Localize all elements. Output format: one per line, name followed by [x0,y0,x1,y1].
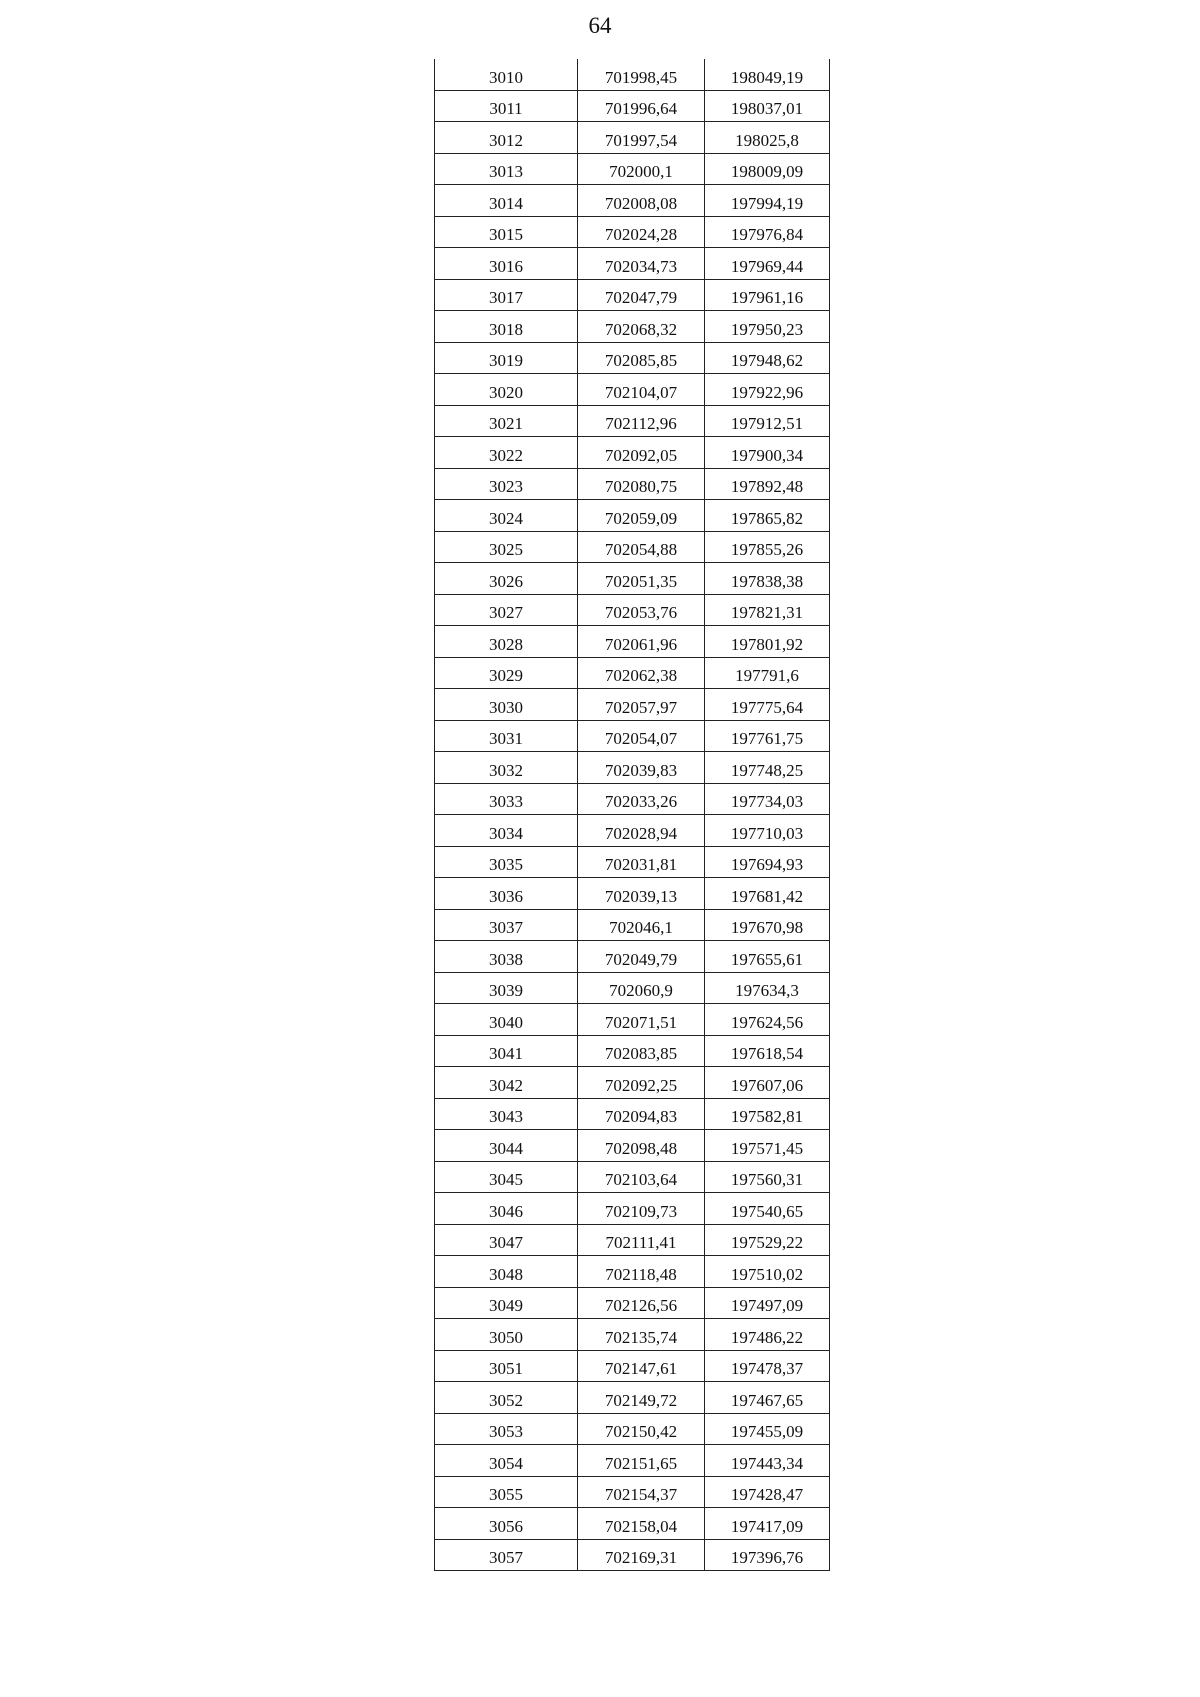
point-number-cell: 3012 [435,122,578,154]
point-number-cell: 3011 [435,90,578,122]
point-number-cell: 3028 [435,626,578,658]
point-number-cell: 3050 [435,1319,578,1351]
table-row [435,1224,830,1256]
y-coordinate-cell: 197510,02 [705,1256,830,1288]
y-coordinate-cell: 197618,54 [705,1035,830,1067]
table-row [435,752,830,784]
table-row [435,90,830,122]
point-number-cell: 3047 [435,1224,578,1256]
point-number-cell: 3033 [435,783,578,815]
x-coordinate-cell: 702057,97 [578,689,705,721]
y-coordinate-cell: 197681,42 [705,878,830,910]
point-number-cell: 3024 [435,500,578,532]
y-coordinate-cell: 197560,31 [705,1161,830,1193]
y-coordinate-cell: 197417,09 [705,1508,830,1540]
x-coordinate-cell: 702033,26 [578,783,705,815]
x-coordinate-cell: 702135,74 [578,1319,705,1351]
x-coordinate-cell: 702028,94 [578,815,705,847]
table-row [435,1508,830,1540]
y-coordinate-cell: 197467,65 [705,1382,830,1414]
point-number-cell: 3038 [435,941,578,973]
point-number-cell: 3046 [435,1193,578,1225]
x-coordinate-cell: 702062,38 [578,657,705,689]
y-coordinate-cell: 198025,8 [705,122,830,154]
x-coordinate-cell: 702147,61 [578,1350,705,1382]
table-row [435,626,830,658]
table-row [435,531,830,563]
y-coordinate-cell: 197855,26 [705,531,830,563]
x-coordinate-cell: 702083,85 [578,1035,705,1067]
x-coordinate-cell: 702080,75 [578,468,705,500]
table-row [435,689,830,721]
point-number-cell: 3030 [435,689,578,721]
point-number-cell: 3016 [435,248,578,280]
y-coordinate-cell: 197865,82 [705,500,830,532]
y-coordinate-cell: 197801,92 [705,626,830,658]
y-coordinate-cell: 197892,48 [705,468,830,500]
point-number-cell: 3013 [435,153,578,185]
table-row [435,1413,830,1445]
y-coordinate-cell: 197791,6 [705,657,830,689]
point-number-cell: 3052 [435,1382,578,1414]
y-coordinate-cell: 197748,25 [705,752,830,784]
table-row [435,563,830,595]
table-row [435,878,830,910]
coordinates-table [434,59,830,1571]
point-number-cell: 3025 [435,531,578,563]
table-row [435,248,830,280]
y-coordinate-cell: 197428,47 [705,1476,830,1508]
y-coordinate-cell: 197455,09 [705,1413,830,1445]
point-number-cell: 3020 [435,374,578,406]
y-coordinate-cell: 197950,23 [705,311,830,343]
table-row [435,720,830,752]
table-row [435,374,830,406]
y-coordinate-cell: 197838,38 [705,563,830,595]
point-number-cell: 3044 [435,1130,578,1162]
table-row [435,815,830,847]
point-number-cell: 3014 [435,185,578,217]
point-number-cell: 3045 [435,1161,578,1193]
table-row [435,1035,830,1067]
y-coordinate-cell: 197976,84 [705,216,830,248]
x-coordinate-cell: 702053,76 [578,594,705,626]
point-number-cell: 3017 [435,279,578,311]
point-number-cell: 3051 [435,1350,578,1382]
table-row [435,1382,830,1414]
y-coordinate-cell: 197624,56 [705,1004,830,1036]
x-coordinate-cell: 702092,25 [578,1067,705,1099]
point-number-cell: 3023 [435,468,578,500]
page-number: 64 [588,13,612,38]
point-number-cell: 3021 [435,405,578,437]
point-number-cell: 3053 [435,1413,578,1445]
x-coordinate-cell: 702154,37 [578,1476,705,1508]
x-coordinate-cell: 702151,65 [578,1445,705,1477]
y-coordinate-cell: 197775,64 [705,689,830,721]
y-coordinate-cell: 197948,62 [705,342,830,374]
y-coordinate-cell: 197529,22 [705,1224,830,1256]
y-coordinate-cell: 197571,45 [705,1130,830,1162]
table-row [435,405,830,437]
y-coordinate-cell: 197582,81 [705,1098,830,1130]
point-number-cell: 3022 [435,437,578,469]
x-coordinate-cell: 702039,83 [578,752,705,784]
point-number-cell: 3036 [435,878,578,910]
x-coordinate-cell: 702059,09 [578,500,705,532]
x-coordinate-cell: 702103,64 [578,1161,705,1193]
y-coordinate-cell: 197396,76 [705,1539,830,1571]
table-row [435,1161,830,1193]
point-number-cell: 3031 [435,720,578,752]
x-coordinate-cell: 702039,13 [578,878,705,910]
point-number-cell: 3040 [435,1004,578,1036]
y-coordinate-cell: 197443,34 [705,1445,830,1477]
x-coordinate-cell: 702060,9 [578,972,705,1004]
table-row [435,279,830,311]
point-number-cell: 3057 [435,1539,578,1571]
table-row [435,941,830,973]
x-coordinate-cell: 702118,48 [578,1256,705,1288]
point-number-cell: 3037 [435,909,578,941]
point-number-cell: 3043 [435,1098,578,1130]
x-coordinate-cell: 702169,31 [578,1539,705,1571]
x-coordinate-cell: 702000,1 [578,153,705,185]
y-coordinate-cell: 197486,22 [705,1319,830,1351]
x-coordinate-cell: 702111,41 [578,1224,705,1256]
table-row [435,185,830,217]
x-coordinate-cell: 701996,64 [578,90,705,122]
table-row [435,1287,830,1319]
table-row [435,594,830,626]
x-coordinate-cell: 702158,04 [578,1508,705,1540]
point-number-cell: 3042 [435,1067,578,1099]
x-coordinate-cell: 702094,83 [578,1098,705,1130]
point-number-cell: 3041 [435,1035,578,1067]
table-row [435,1130,830,1162]
y-coordinate-cell: 197655,61 [705,941,830,973]
table-row [435,1004,830,1036]
point-number-cell: 3056 [435,1508,578,1540]
table-row [435,783,830,815]
x-coordinate-cell: 702034,73 [578,248,705,280]
table-row [435,1539,830,1571]
y-coordinate-cell: 198037,01 [705,90,830,122]
y-coordinate-cell: 198009,09 [705,153,830,185]
x-coordinate-cell: 702085,85 [578,342,705,374]
table-row [435,846,830,878]
x-coordinate-cell: 702149,72 [578,1382,705,1414]
table-row [435,972,830,1004]
point-number-cell: 3035 [435,846,578,878]
table-row [435,468,830,500]
table-row [435,909,830,941]
point-number-cell: 3026 [435,563,578,595]
y-coordinate-cell: 197710,03 [705,815,830,847]
point-number-cell: 3055 [435,1476,578,1508]
table-row [435,311,830,343]
y-coordinate-cell: 197694,93 [705,846,830,878]
table-row [435,1476,830,1508]
table-row [435,1319,830,1351]
point-number-cell: 3032 [435,752,578,784]
x-coordinate-cell: 702126,56 [578,1287,705,1319]
table-row [435,437,830,469]
x-coordinate-cell: 702104,07 [578,374,705,406]
x-coordinate-cell: 702046,1 [578,909,705,941]
table-row [435,153,830,185]
point-number-cell: 3029 [435,657,578,689]
x-coordinate-cell: 702008,08 [578,185,705,217]
table-row [435,1350,830,1382]
x-coordinate-cell: 702092,05 [578,437,705,469]
y-coordinate-cell: 198049,19 [705,59,830,90]
point-number-cell: 3018 [435,311,578,343]
point-number-cell: 3015 [435,216,578,248]
x-coordinate-cell: 702068,32 [578,311,705,343]
y-coordinate-cell: 197761,75 [705,720,830,752]
point-number-cell: 3010 [435,59,578,90]
table-row [435,122,830,154]
y-coordinate-cell: 197969,44 [705,248,830,280]
x-coordinate-cell: 702054,88 [578,531,705,563]
x-coordinate-cell: 702051,35 [578,563,705,595]
y-coordinate-cell: 197900,34 [705,437,830,469]
y-coordinate-cell: 197922,96 [705,374,830,406]
x-coordinate-cell: 702024,28 [578,216,705,248]
table-row [435,657,830,689]
y-coordinate-cell: 197607,06 [705,1067,830,1099]
table-row [435,1256,830,1288]
point-number-cell: 3049 [435,1287,578,1319]
x-coordinate-cell: 702071,51 [578,1004,705,1036]
y-coordinate-cell: 197540,65 [705,1193,830,1225]
y-coordinate-cell: 197821,31 [705,594,830,626]
table-row [435,1445,830,1477]
y-coordinate-cell: 197670,98 [705,909,830,941]
y-coordinate-cell: 197912,51 [705,405,830,437]
table-row [435,1098,830,1130]
x-coordinate-cell: 701997,54 [578,122,705,154]
table-row [435,1193,830,1225]
y-coordinate-cell: 197497,09 [705,1287,830,1319]
point-number-cell: 3027 [435,594,578,626]
x-coordinate-cell: 702112,96 [578,405,705,437]
x-coordinate-cell: 702109,73 [578,1193,705,1225]
x-coordinate-cell: 702031,81 [578,846,705,878]
table-row [435,342,830,374]
coordinates-table-body [435,59,830,1571]
table-row [435,59,830,90]
point-number-cell: 3048 [435,1256,578,1288]
point-number-cell: 3019 [435,342,578,374]
x-coordinate-cell: 702047,79 [578,279,705,311]
table-row [435,1067,830,1099]
y-coordinate-cell: 197634,3 [705,972,830,1004]
point-number-cell: 3054 [435,1445,578,1477]
table-row [435,216,830,248]
x-coordinate-cell: 701998,45 [578,59,705,90]
point-number-cell: 3039 [435,972,578,1004]
x-coordinate-cell: 702049,79 [578,941,705,973]
x-coordinate-cell: 702150,42 [578,1413,705,1445]
x-coordinate-cell: 702061,96 [578,626,705,658]
y-coordinate-cell: 197478,37 [705,1350,830,1382]
x-coordinate-cell: 702098,48 [578,1130,705,1162]
table-row [435,500,830,532]
y-coordinate-cell: 197961,16 [705,279,830,311]
x-coordinate-cell: 702054,07 [578,720,705,752]
point-number-cell: 3034 [435,815,578,847]
y-coordinate-cell: 197994,19 [705,185,830,217]
y-coordinate-cell: 197734,03 [705,783,830,815]
